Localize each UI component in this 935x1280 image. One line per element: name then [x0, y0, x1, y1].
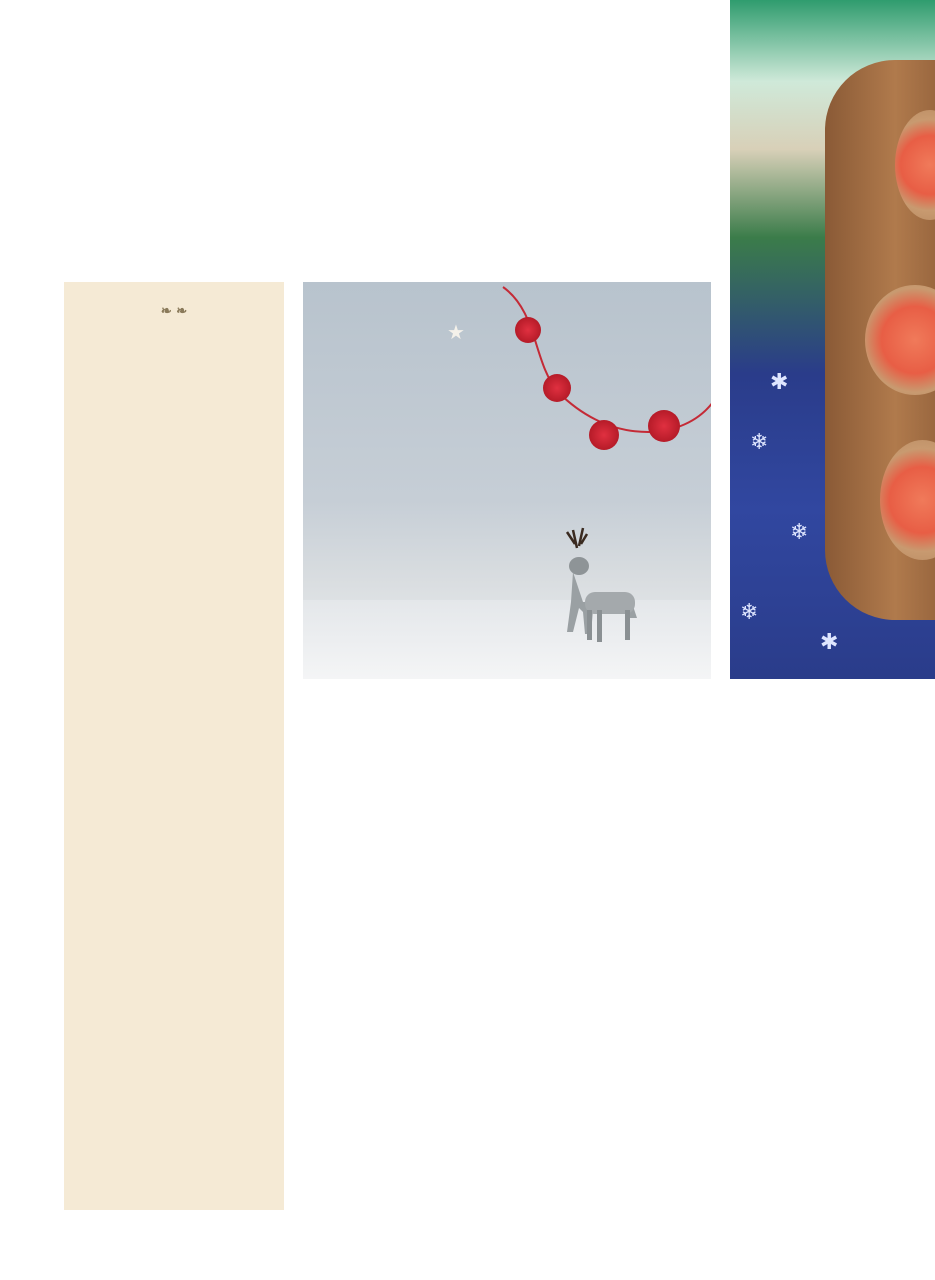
reindeer-figure-decoration	[553, 522, 643, 652]
contents-column-2	[502, 704, 687, 709]
snowflake-icon: ❄	[790, 520, 809, 545]
snowflake-icon: ❄	[750, 430, 769, 455]
pompom-decoration	[543, 374, 571, 402]
feature-photo-gingerbread-tree	[303, 282, 711, 679]
star-icon: ★	[447, 320, 465, 344]
table-surface-decoration	[303, 600, 711, 679]
side-photo-smoked-salmon	[730, 0, 935, 679]
snowflake-icon: ✱	[820, 630, 839, 655]
snowflake-icon: ❄	[740, 600, 759, 625]
pompom-decoration	[515, 317, 541, 343]
masthead-sidebar	[64, 282, 284, 1210]
ornament-icon: ❧	[160, 304, 177, 319]
logo-tagline	[64, 300, 284, 319]
snowflake-icon: ✱	[770, 370, 789, 395]
ornament-icon: ❧	[176, 304, 188, 319]
pompom-decoration	[589, 420, 619, 450]
contents-column-1	[303, 704, 488, 722]
pompom-decoration	[648, 410, 680, 442]
contents-column-3	[701, 704, 886, 721]
